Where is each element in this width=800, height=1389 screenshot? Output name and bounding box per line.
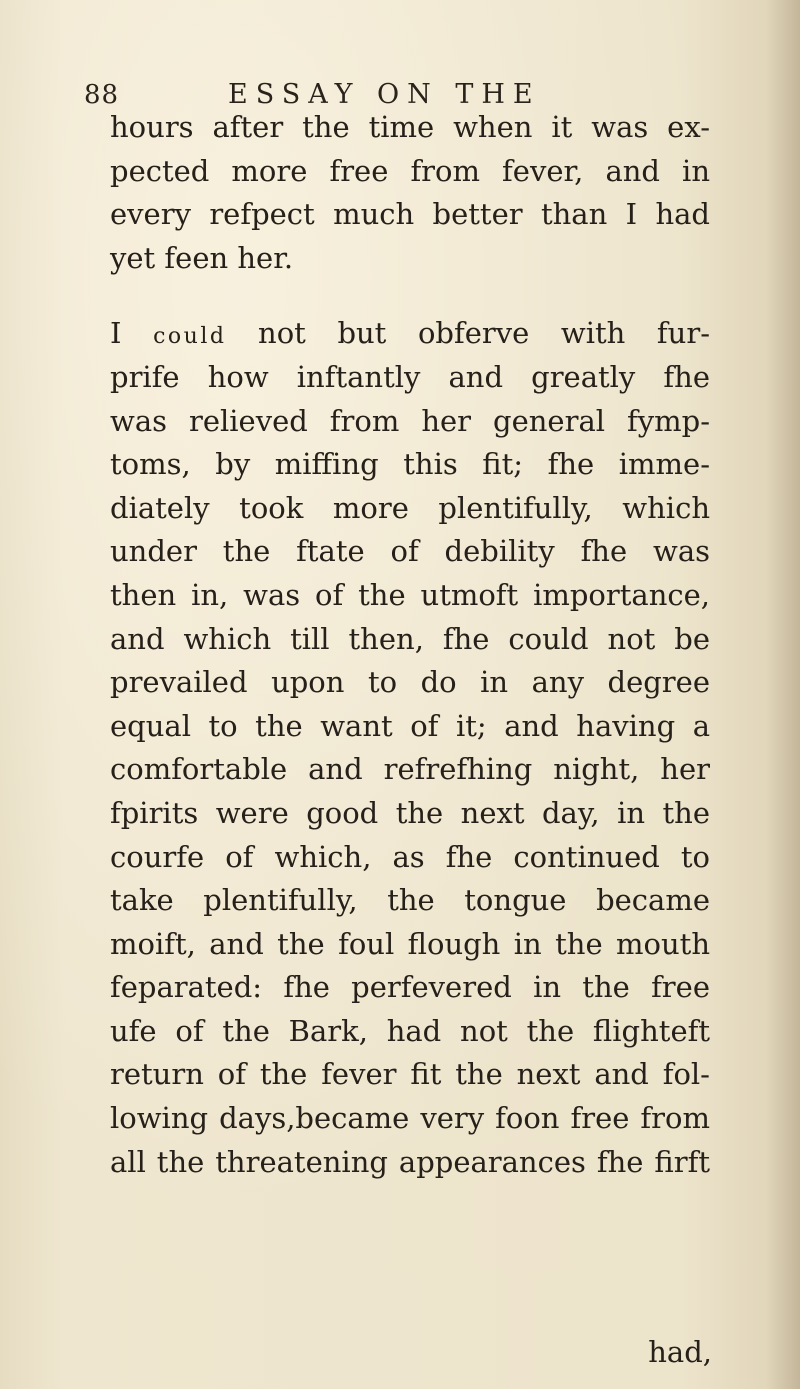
text-line: hours after the time when it was ex- xyxy=(110,110,710,144)
text-line: courfe of which, as fhe continued to xyxy=(110,839,710,874)
page-edge-shadow xyxy=(766,0,800,1389)
initial-letter: I xyxy=(110,316,154,351)
text-line: every refpect much better than I had xyxy=(110,197,710,232)
text-line: equal to the want of it; and having a xyxy=(110,708,710,743)
text-line: comfortable and refrefhing night, her xyxy=(110,752,710,787)
text-line: lowing days,became very foon free from xyxy=(110,1101,710,1136)
paragraph-gap xyxy=(110,280,710,312)
text-line: take plentifully, the tongue became xyxy=(110,883,710,918)
text-line: ufe of the Bark, had not the flighteft xyxy=(110,1013,710,1048)
first-line-rest: not but obferve with fur- xyxy=(226,316,710,351)
paragraph-2 xyxy=(110,312,710,1184)
catchword: had, xyxy=(648,1335,712,1369)
text-line: diately took more plentifully, which xyxy=(110,490,710,525)
text-line: was relieved from her general fymp- xyxy=(110,403,710,438)
text-line: feparated: fhe perfevered in the free xyxy=(110,970,710,1005)
paragraph-1 xyxy=(110,106,710,280)
running-title: ESSAY ON THE xyxy=(228,79,541,110)
text-line: all the threatening appearances fhe firft xyxy=(110,1144,710,1179)
text-line: prevailed upon to do in any degree xyxy=(110,665,710,700)
text-line: under the ftate of debility fhe was xyxy=(110,534,710,569)
text-line: pected more free from fever, and in xyxy=(110,153,710,188)
text-line: toms, by miffing this fit; fhe imme- xyxy=(110,447,710,482)
text-line: fpirits were good the next day, in the xyxy=(110,795,710,830)
text-line: and which till then, fhe could not be xyxy=(110,621,710,656)
text-line: return of the fever fit the next and fol- xyxy=(110,1057,710,1092)
body-text xyxy=(110,106,710,1184)
text-line: yet feen her. xyxy=(110,240,294,275)
text-line: prife how inftantly and greatly fhe xyxy=(110,359,710,394)
text-line: then in, was of the utmoft importance, xyxy=(110,577,710,612)
small-caps-word: could xyxy=(153,324,227,350)
page-number: 88 xyxy=(84,80,120,110)
text-line: moift, and the foul flough in the mouth xyxy=(110,926,710,961)
text-line-first xyxy=(110,312,710,356)
